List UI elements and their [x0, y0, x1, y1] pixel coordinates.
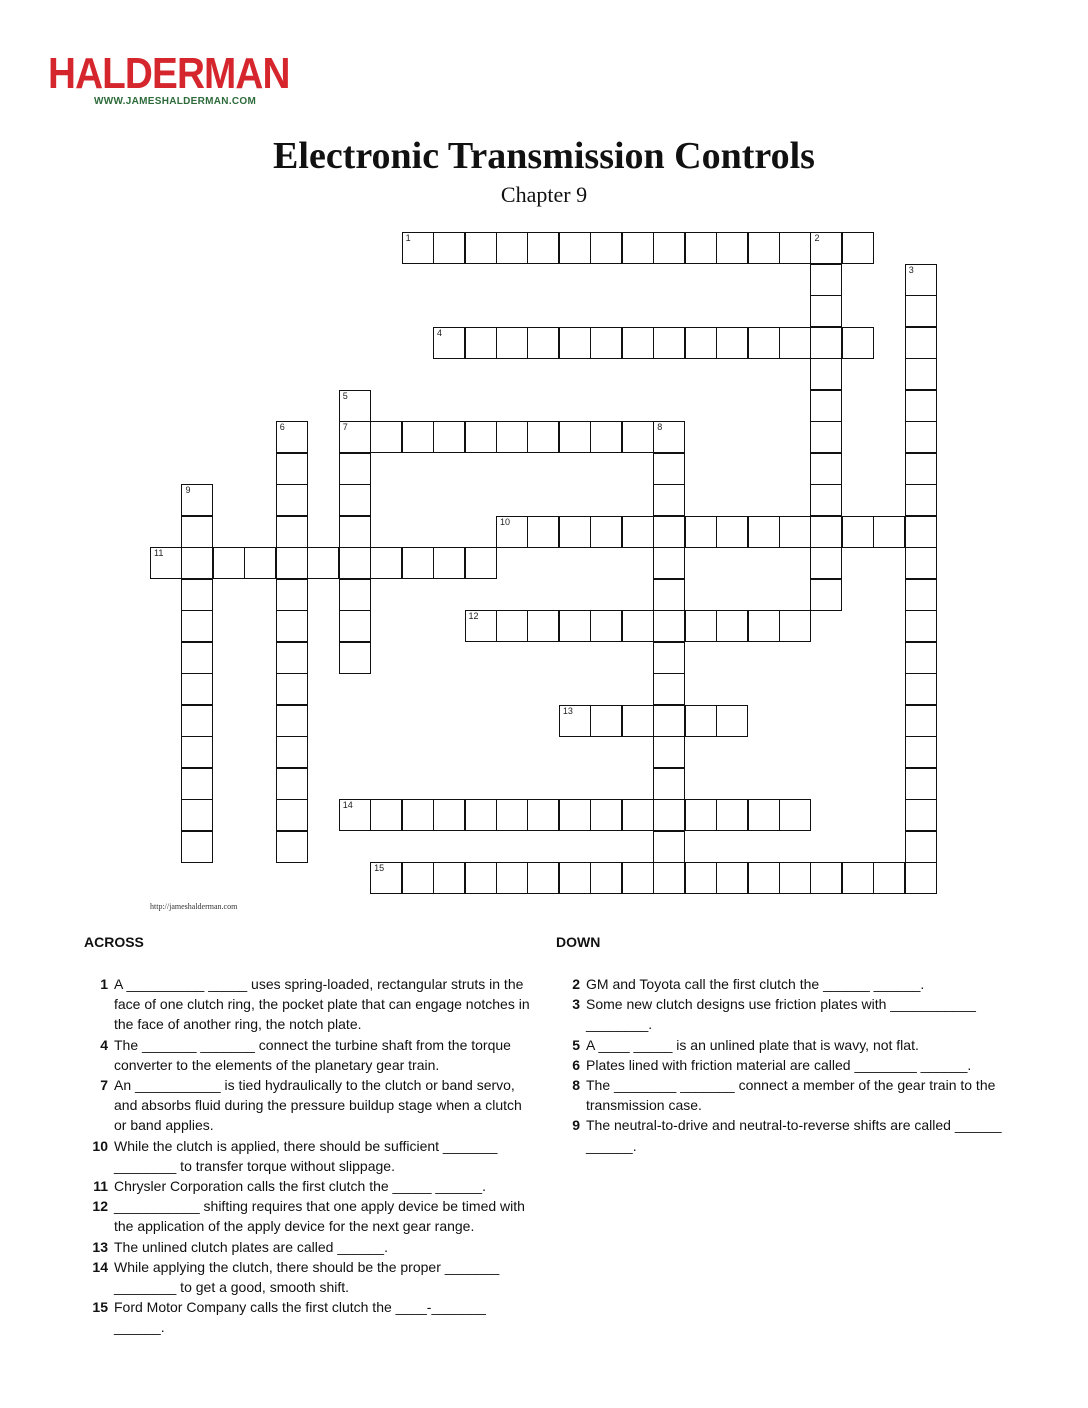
grid-cell[interactable]	[465, 421, 497, 453]
clue-number: 10	[92, 1137, 108, 1154]
grid-cell[interactable]	[276, 484, 308, 516]
grid-cell[interactable]	[905, 358, 937, 390]
grid-cell[interactable]	[779, 327, 811, 359]
grid-cell[interactable]	[905, 610, 937, 642]
grid-cell[interactable]	[842, 516, 874, 548]
cell-number: 6	[279, 422, 285, 432]
grid-cell[interactable]	[559, 705, 591, 737]
grid-cell[interactable]	[496, 799, 528, 831]
grid-cell[interactable]	[590, 705, 622, 737]
clue-number: 2	[572, 976, 580, 992]
clue-text: Plates lined with friction material are called ________ ______.	[586, 1056, 972, 1073]
grid-cell[interactable]	[810, 516, 842, 548]
grid-cell[interactable]	[590, 327, 622, 359]
grid-cell[interactable]	[370, 862, 402, 894]
grid-cell[interactable]	[590, 610, 622, 642]
clue-text: GM and Toyota call the first clutch the ______ ______.	[586, 976, 925, 992]
grid-cell[interactable]	[496, 232, 528, 264]
grid-cell[interactable]	[748, 327, 780, 359]
grid-cell[interactable]	[779, 516, 811, 548]
across-heading: ACROSS	[84, 934, 144, 950]
grid-cell[interactable]	[181, 799, 213, 831]
across-clue-12	[84, 1196, 534, 1236]
grid-cell[interactable]	[810, 264, 842, 296]
grid-cell[interactable]	[653, 768, 685, 800]
down-heading: DOWN	[556, 934, 601, 950]
grid-cell[interactable]	[653, 547, 685, 579]
grid-cell[interactable]	[779, 862, 811, 894]
halderman-logo	[48, 49, 290, 107]
grid-cell[interactable]	[748, 799, 780, 831]
grid-cell[interactable]	[276, 799, 308, 831]
grid-cell[interactable]	[402, 799, 434, 831]
grid-cell[interactable]	[276, 768, 308, 800]
grid-cell[interactable]	[339, 453, 371, 485]
down-clue-6	[556, 1055, 1006, 1075]
clue-number: 8	[572, 1077, 580, 1094]
down-clue-list	[556, 974, 1006, 1156]
grid-cell[interactable]	[590, 421, 622, 453]
grid-cell[interactable]	[370, 799, 402, 831]
grid-cell[interactable]	[873, 516, 905, 548]
grid-cell[interactable]	[339, 484, 371, 516]
grid-cell[interactable]	[276, 421, 308, 453]
grid-cell[interactable]	[527, 862, 559, 894]
across-clue-10	[84, 1136, 534, 1176]
clue-text: A __________ _____ uses spring-loaded, rectangular struts in the face of one clutch ring, the pocket plate that can engage notches in the face of another ring, the notch plate.	[114, 976, 530, 1033]
cell-number: 3	[908, 264, 914, 275]
cell-number: 4	[437, 327, 443, 338]
grid-cell[interactable]	[339, 547, 371, 579]
clue-number: 15	[92, 1299, 108, 1316]
grid-cell[interactable]	[276, 642, 308, 674]
grid-cell[interactable]	[905, 547, 937, 579]
clue-text: The ________ _______ connect a member of the gear train to the transmission case.	[586, 1077, 996, 1114]
clue-text: Some new clutch designs use friction plates with ___________ ________.	[586, 996, 976, 1033]
grid-cell[interactable]	[527, 421, 559, 453]
grid-cell[interactable]	[748, 862, 780, 894]
grid-cell[interactable]	[213, 547, 245, 579]
clue-number: 14	[92, 1258, 108, 1275]
grid-cell[interactable]	[339, 799, 371, 831]
clue-text: Ford Motor Company calls the first clutch the ____-_______ ______.	[114, 1299, 486, 1336]
grid-cell[interactable]	[181, 705, 213, 737]
grid-cell[interactable]	[402, 232, 434, 264]
grid-cell[interactable]	[433, 799, 465, 831]
grid-cell[interactable]	[685, 705, 717, 737]
grid-cell[interactable]	[181, 484, 213, 516]
grid-cell[interactable]	[653, 736, 685, 768]
down-clues	[556, 934, 1006, 1156]
page-subtitle: Chapter 9	[500, 182, 588, 207]
grid-cell[interactable]	[496, 610, 528, 642]
clue-number: 9	[572, 1117, 580, 1134]
grid-cell[interactable]	[622, 799, 654, 831]
grid-cell[interactable]	[276, 705, 308, 737]
grid-cell[interactable]	[810, 358, 842, 390]
grid-cell[interactable]	[716, 232, 748, 264]
grid-cell[interactable]	[181, 642, 213, 674]
grid-cell[interactable]	[905, 516, 937, 548]
clue-number: 11	[93, 1178, 108, 1195]
grid-cell[interactable]	[653, 327, 685, 359]
grid-cell[interactable]	[276, 736, 308, 768]
clue-text: The neutral-to-drive and neutral-to-reverse shifts are called ______ ______.	[586, 1117, 1002, 1154]
grid-cell[interactable]	[181, 516, 213, 548]
grid-cell[interactable]	[622, 516, 654, 548]
grid-cell[interactable]	[905, 799, 937, 831]
grid-cell[interactable]	[748, 516, 780, 548]
page-title: Electronic Transmission Controls	[273, 135, 815, 177]
grid-cell[interactable]	[181, 579, 213, 611]
grid-cell[interactable]	[685, 516, 717, 548]
grid-cell[interactable]	[810, 295, 842, 327]
grid-cell[interactable]	[181, 736, 213, 768]
grid-cell[interactable]	[653, 862, 685, 894]
grid-cell[interactable]	[339, 610, 371, 642]
grid-cell[interactable]	[622, 862, 654, 894]
cell-number: 5	[342, 390, 348, 401]
grid-cell[interactable]	[276, 547, 308, 579]
grid-cell[interactable]	[590, 232, 622, 264]
grid-cell[interactable]	[276, 831, 308, 863]
grid-cell[interactable]	[716, 516, 748, 548]
across-clue-4	[84, 1035, 534, 1075]
clue-text: While the clutch is applied, there should be sufficient _______ ________ to transfer torque without slippage.	[114, 1137, 498, 1174]
clue-text: Chrysler Corporation calls the first clutch the _____ ______.	[114, 1178, 486, 1195]
clue-number: 3	[572, 996, 580, 1013]
grid-cell[interactable]	[842, 327, 874, 359]
clue-text: The unlined clutch plates are called ______.	[114, 1238, 388, 1255]
clue-number: 5	[572, 1036, 580, 1053]
grid-cell[interactable]	[590, 516, 622, 548]
grid-cell[interactable]	[653, 831, 685, 863]
grid-cell[interactable]	[181, 768, 213, 800]
cell-number: 10	[499, 516, 510, 527]
grid-cell[interactable]	[810, 390, 842, 422]
grid-cell[interactable]	[527, 327, 559, 359]
grid-cell[interactable]	[905, 831, 937, 863]
grid-cell[interactable]	[905, 327, 937, 359]
cell-number: 7	[342, 422, 348, 432]
grid-cell[interactable]	[181, 547, 213, 579]
down-clue-8	[556, 1075, 1006, 1115]
grid-cell[interactable]	[339, 421, 371, 453]
grid-cell[interactable]	[339, 390, 371, 422]
grid-cell[interactable]	[905, 453, 937, 485]
grid-cell[interactable]	[622, 327, 654, 359]
grid-cell[interactable]	[181, 673, 213, 705]
down-clue-9	[556, 1115, 1006, 1155]
grid-cell[interactable]	[653, 642, 685, 674]
grid-cell[interactable]	[748, 232, 780, 264]
grid-cell[interactable]	[527, 799, 559, 831]
grid-cell[interactable]	[653, 610, 685, 642]
grid-cell[interactable]	[433, 327, 465, 359]
across-clue-11	[84, 1176, 534, 1196]
footer-url[interactable]: http://jameshalderman.com	[150, 902, 238, 911]
grid-cell[interactable]	[716, 799, 748, 831]
grid-cell[interactable]	[465, 232, 497, 264]
grid-cell[interactable]	[810, 421, 842, 453]
grid-cell[interactable]	[622, 421, 654, 453]
grid-cell[interactable]	[905, 421, 937, 453]
grid-cell[interactable]	[810, 232, 842, 264]
grid-cell[interactable]	[653, 673, 685, 705]
grid-cell[interactable]	[339, 579, 371, 611]
across-clue-1	[84, 974, 534, 1035]
grid-cell[interactable]	[842, 862, 874, 894]
grid-cell[interactable]	[559, 799, 591, 831]
grid-cell[interactable]	[559, 232, 591, 264]
grid-cell[interactable]	[810, 327, 842, 359]
clue-number: 13	[92, 1238, 108, 1255]
grid-cell[interactable]	[465, 610, 497, 642]
grid-cell[interactable]	[527, 516, 559, 548]
grid-cell[interactable]	[276, 453, 308, 485]
grid-cell[interactable]	[685, 610, 717, 642]
grid-cell[interactable]	[905, 673, 937, 705]
cell-number: 12	[468, 611, 479, 621]
grid-cell[interactable]	[779, 799, 811, 831]
grid-cell[interactable]	[465, 799, 497, 831]
across-clue-13	[84, 1237, 534, 1257]
grid-cell[interactable]	[653, 453, 685, 485]
grid-cell[interactable]	[150, 547, 182, 579]
grid-cell[interactable]	[433, 547, 465, 579]
grid-cell[interactable]	[905, 264, 937, 296]
grid-cell[interactable]	[716, 862, 748, 894]
grid-cell[interactable]	[873, 862, 905, 894]
grid-cell[interactable]	[905, 484, 937, 516]
grid-cell[interactable]	[905, 579, 937, 611]
grid-cell[interactable]	[810, 547, 842, 579]
grid-cell[interactable]	[590, 862, 622, 894]
down-clue-3	[556, 994, 1006, 1034]
grid-cell[interactable]	[905, 390, 937, 422]
grid-cell[interactable]	[276, 673, 308, 705]
clue-number: 6	[572, 1056, 580, 1073]
clue-number: 12	[92, 1198, 108, 1215]
cell-number: 8	[657, 422, 663, 432]
clue-text: The _______ _______ connect the turbine shaft from the torque converter to the elements of the planetary gear train.	[114, 1036, 511, 1073]
grid-cell[interactable]	[181, 831, 213, 863]
grid-cell[interactable]	[465, 547, 497, 579]
grid-cell[interactable]	[433, 232, 465, 264]
grid-cell[interactable]	[465, 327, 497, 359]
cell-number: 1	[405, 233, 411, 243]
grid-cell[interactable]	[622, 705, 654, 737]
across-clue-list	[84, 974, 534, 1338]
grid-cell[interactable]	[590, 799, 622, 831]
grid-cell[interactable]	[716, 705, 748, 737]
grid-cell[interactable]	[465, 862, 497, 894]
grid-cell[interactable]	[716, 610, 748, 642]
grid-cell[interactable]	[685, 799, 717, 831]
cell-number: 15	[374, 863, 385, 873]
down-clue-2	[556, 974, 1006, 994]
clue-text: A ____ _____ is an unlined plate that is wavy, not flat.	[586, 1036, 919, 1053]
grid-cell[interactable]	[559, 862, 591, 894]
grid-cell[interactable]	[905, 736, 937, 768]
grid-cell[interactable]	[496, 327, 528, 359]
grid-cell[interactable]	[748, 610, 780, 642]
clue-text: While applying the clutch, there should be the proper _______ ________ to get a good, smooth shift.	[114, 1258, 500, 1296]
grid-cell[interactable]	[653, 799, 685, 831]
clue-number: 1	[100, 976, 108, 992]
grid-cell[interactable]	[559, 421, 591, 453]
across-clue-14	[84, 1257, 534, 1297]
grid-cell[interactable]	[370, 421, 402, 453]
logo-text: HALDERMAN	[48, 49, 290, 98]
grid-cell[interactable]	[402, 862, 434, 894]
grid-cell[interactable]	[433, 862, 465, 894]
grid-cell[interactable]	[810, 484, 842, 516]
grid-cell[interactable]	[653, 421, 685, 453]
grid-cell[interactable]	[370, 547, 402, 579]
grid-cell[interactable]	[307, 547, 339, 579]
grid-cell[interactable]	[276, 610, 308, 642]
grid-cell[interactable]	[339, 516, 371, 548]
grid-cell[interactable]	[653, 705, 685, 737]
across-clue-7	[84, 1075, 534, 1136]
grid-cell[interactable]	[905, 862, 937, 894]
down-clue-5	[556, 1035, 1006, 1055]
grid-cell[interactable]	[622, 232, 654, 264]
grid-cell[interactable]	[402, 421, 434, 453]
grid-cell[interactable]	[559, 327, 591, 359]
clue-text: An ___________ is tied hydraulically to the clutch or band servo, and absorbs fluid during the pressure buildup stage when a clutch or band applies.	[114, 1077, 522, 1134]
grid-cell[interactable]	[433, 421, 465, 453]
cell-number: 13	[562, 705, 573, 716]
grid-cell[interactable]	[779, 610, 811, 642]
cell-number: 2	[814, 233, 820, 243]
grid-cell[interactable]	[559, 610, 591, 642]
grid-cell[interactable]	[181, 610, 213, 642]
cell-number: 9	[185, 485, 191, 495]
grid-cell[interactable]	[685, 232, 717, 264]
grid-cell[interactable]	[810, 453, 842, 485]
clue-text: ___________ shifting requires that one apply device be timed with the application of the apply device for the next gear range.	[114, 1198, 525, 1235]
grid-cell[interactable]	[810, 862, 842, 894]
grid-cell[interactable]	[653, 516, 685, 548]
grid-cell[interactable]	[810, 579, 842, 611]
grid-cell[interactable]	[685, 862, 717, 894]
clue-number: 4	[100, 1036, 108, 1053]
grid-cell[interactable]	[339, 642, 371, 674]
grid-cell[interactable]	[905, 295, 937, 327]
grid-cell[interactable]	[779, 232, 811, 264]
grid-cell[interactable]	[496, 862, 528, 894]
cell-number: 11	[154, 548, 164, 558]
grid-cell[interactable]	[653, 579, 685, 611]
grid-cell[interactable]	[716, 327, 748, 359]
clue-number: 7	[100, 1077, 108, 1094]
grid-cell[interactable]	[653, 484, 685, 516]
grid-cell[interactable]	[496, 516, 528, 548]
grid-cell[interactable]	[905, 705, 937, 737]
grid-cell[interactable]	[905, 642, 937, 674]
grid-cell[interactable]	[559, 516, 591, 548]
grid-cell[interactable]	[276, 516, 308, 548]
grid-cell[interactable]	[527, 232, 559, 264]
grid-cell[interactable]	[842, 232, 874, 264]
cell-number: 14	[342, 800, 353, 810]
grid-cell[interactable]	[244, 547, 276, 579]
across-clue-15	[84, 1297, 534, 1337]
grid-cell[interactable]	[685, 327, 717, 359]
grid-cell[interactable]	[276, 579, 308, 611]
across-clues	[84, 934, 534, 1338]
logo-url: WWW.JAMESHALDERMAN.COM	[94, 96, 257, 107]
grid-cell[interactable]	[653, 232, 685, 264]
grid-cell[interactable]	[905, 768, 937, 800]
grid-cell[interactable]	[622, 610, 654, 642]
grid-cell[interactable]	[402, 547, 434, 579]
grid-cell[interactable]	[527, 610, 559, 642]
grid-cell[interactable]	[496, 421, 528, 453]
